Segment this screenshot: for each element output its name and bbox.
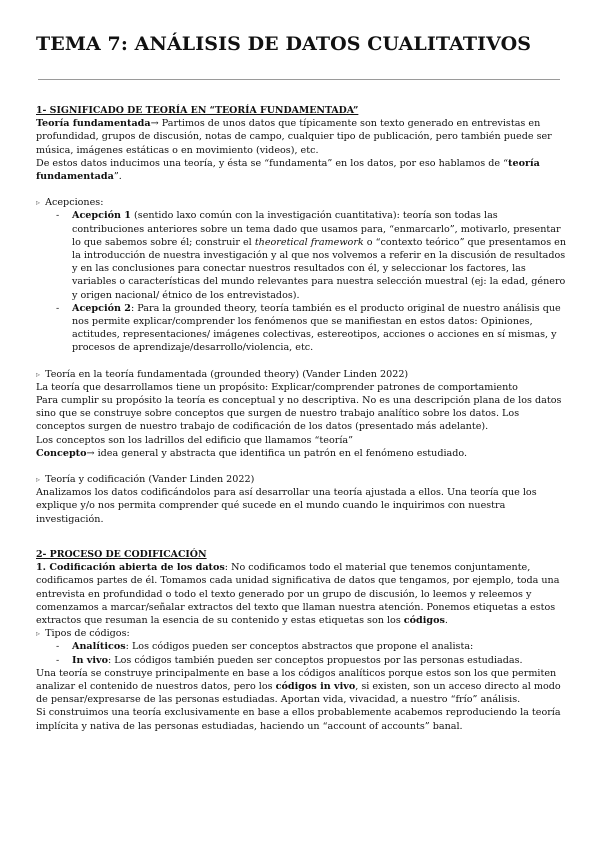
acepciones-label: ▹ Acepciones: <box>36 197 104 209</box>
tipos-label: ▹ Tipos de códigos: <box>36 628 130 640</box>
paragraph-proposito: La teoría que desarrollamos tiene un propósito: Explicar/comprender patrones de comportamiento <box>36 381 518 393</box>
paragraph-teoria-codigos: Una teoría se construye principalmente en base a los códigos analíticos porque estos son los que permiten analizar el contenido de nuestros datos, pero los códigos in vivo, si existen, son un acceso directo al modo de pensar/expresarse de las personas estudiadas. Aportan vida, vivacidad, a nuestro “frío” análisis. <box>36 667 561 706</box>
tipos-list <box>36 640 568 666</box>
list-item-analiticos: - Analíticos: Los códigos pueden ser conceptos abstractos que propone el analista: <box>36 640 568 653</box>
triangle-bullet-icon: ▹ <box>36 369 41 379</box>
definition-concepto: Concepto→ idea general y abstracta que identifica un patrón en el fenómeno estudiado. <box>36 447 468 459</box>
paragraph-inducimos: De estos datos inducimos una teoría, y ésta se “fundamenta” en los datos, por eso hablamos de “teoría fundamentada”. <box>36 157 540 183</box>
definition-teoria-fundamentada: Teoría fundamentada→ Partimos de unos datos que típicamente son texto generado en entrevistas en profundidad, grupos de discusión, notas de campo, cualquier tipo de publicación, pero también puede ser música, imágenes estáticas o en movimiento (videos), etc. <box>36 118 552 156</box>
paragraph-analizamos: Analizamos los datos codificándolos para así desarrollar una teoría ajustada a ellos. Una teoría que los explique y/o nos permita comprender qué sucede en el mundo cuando le inquirimos con nuestra investigación. <box>36 487 537 525</box>
page-title: TEMA 7: ANÁLISIS DE DATOS CUALITATIVOS <box>36 33 532 55</box>
list-item-acepcion-1: - Acepción 1 (sentido laxo común con la investigación cuantitativa): teoría son todas las contribuciones anteriores sobre un tema dado que usamos para, “enmarcarlo”, motivarlo, presentar lo que sabemos sobre él; construir el theoretical framework o “contexto teórico” que presentamos en la introducción de nuestra investigación y al que nos volvemos a referir en la discusión de resultados y en las conclusiones para conectar nuestros resultados con él, y seleccionar los factores, las variables o características del mundo relevantes para nuestra selección muestral (ej: la edad, género y origen nacional/ étnico de los entrevistados). <box>36 209 568 301</box>
section-2-heading: 2- PROCESO DE CODIFICACIÓN <box>36 548 207 560</box>
term-bold: Teoría fundamentada <box>36 118 151 130</box>
triangle-bullet-icon: ▹ <box>36 629 41 639</box>
paragraph-codificacion-abierta: 1. Codificación abierta de los datos: No codificamos todo el material que tenemos conjuntamente, codificamos partes de él. Tomamos cada unidad significativa de datos que tengamos, por ejemplo, toda una entrevista en profundidad o todo el texto generado por un grupo de discusión, lo leemos y releemos y comenzamos a marcar/señalar extractos del texto que llaman nuestra atención. Ponemos etiquetas a estos extractos que resuman la esencia de su contenido y estas etiquetas son los códigos. <box>36 562 560 626</box>
teoria-tf-label: ▹ Teoría en la teoría fundamentada (grounded theory) (Vander Linden 2022) <box>36 368 409 380</box>
title-divider <box>38 79 560 80</box>
teoria-cod-label: ▹ Teoría y codificación (Vander Linden 2022) <box>36 474 255 486</box>
acepciones-list <box>36 209 568 354</box>
list-item-in-vivo: - In vivo: Los códigos también pueden ser conceptos propuestos por las personas estudiadas. <box>36 654 568 667</box>
section-1-heading: 1- SIGNIFICADO DE TEORÍA EN “TEORÍA FUNDAMENTADA” <box>36 105 359 116</box>
paragraph-conceptual: Para cumplir su propósito la teoría es conceptual y no descriptiva. No es una descripción plana de los datos sino que se construye sobre conceptos que surgen de nuestro trabajo analítico sobre los datos. Los conceptos surgen de nuestro trabajo de codificación de los datos (presentado más adelante). <box>36 395 562 433</box>
paragraph-ladrillos: Los conceptos son los ladrillos del edificio que llamamos “teoría” <box>36 434 354 446</box>
list-item-acepcion-2: - Acepción 2: Para la grounded theory, teoría también es el producto original de nuestro análisis que nos permite explicar/comprender los fenómenos que se manifiestan en estos datos: Opiniones, actitudes, representaciones/ imágenes colectivas, estereotipos, acciones o acciones en sí mismas, y procesos de aprendizaje/desarrollo/violencia, etc. <box>36 302 568 355</box>
document-body <box>36 104 568 733</box>
triangle-bullet-icon: ▹ <box>36 475 41 485</box>
paragraph-account-of-accounts: Si construimos una teoría exclusivamente en base a ellos probablemente acabemos reproduciendo la teoría implícita y nativa de las personas estudiadas, haciendo un “account of accounts” banal. <box>36 707 561 732</box>
triangle-bullet-icon: ▹ <box>36 198 41 208</box>
